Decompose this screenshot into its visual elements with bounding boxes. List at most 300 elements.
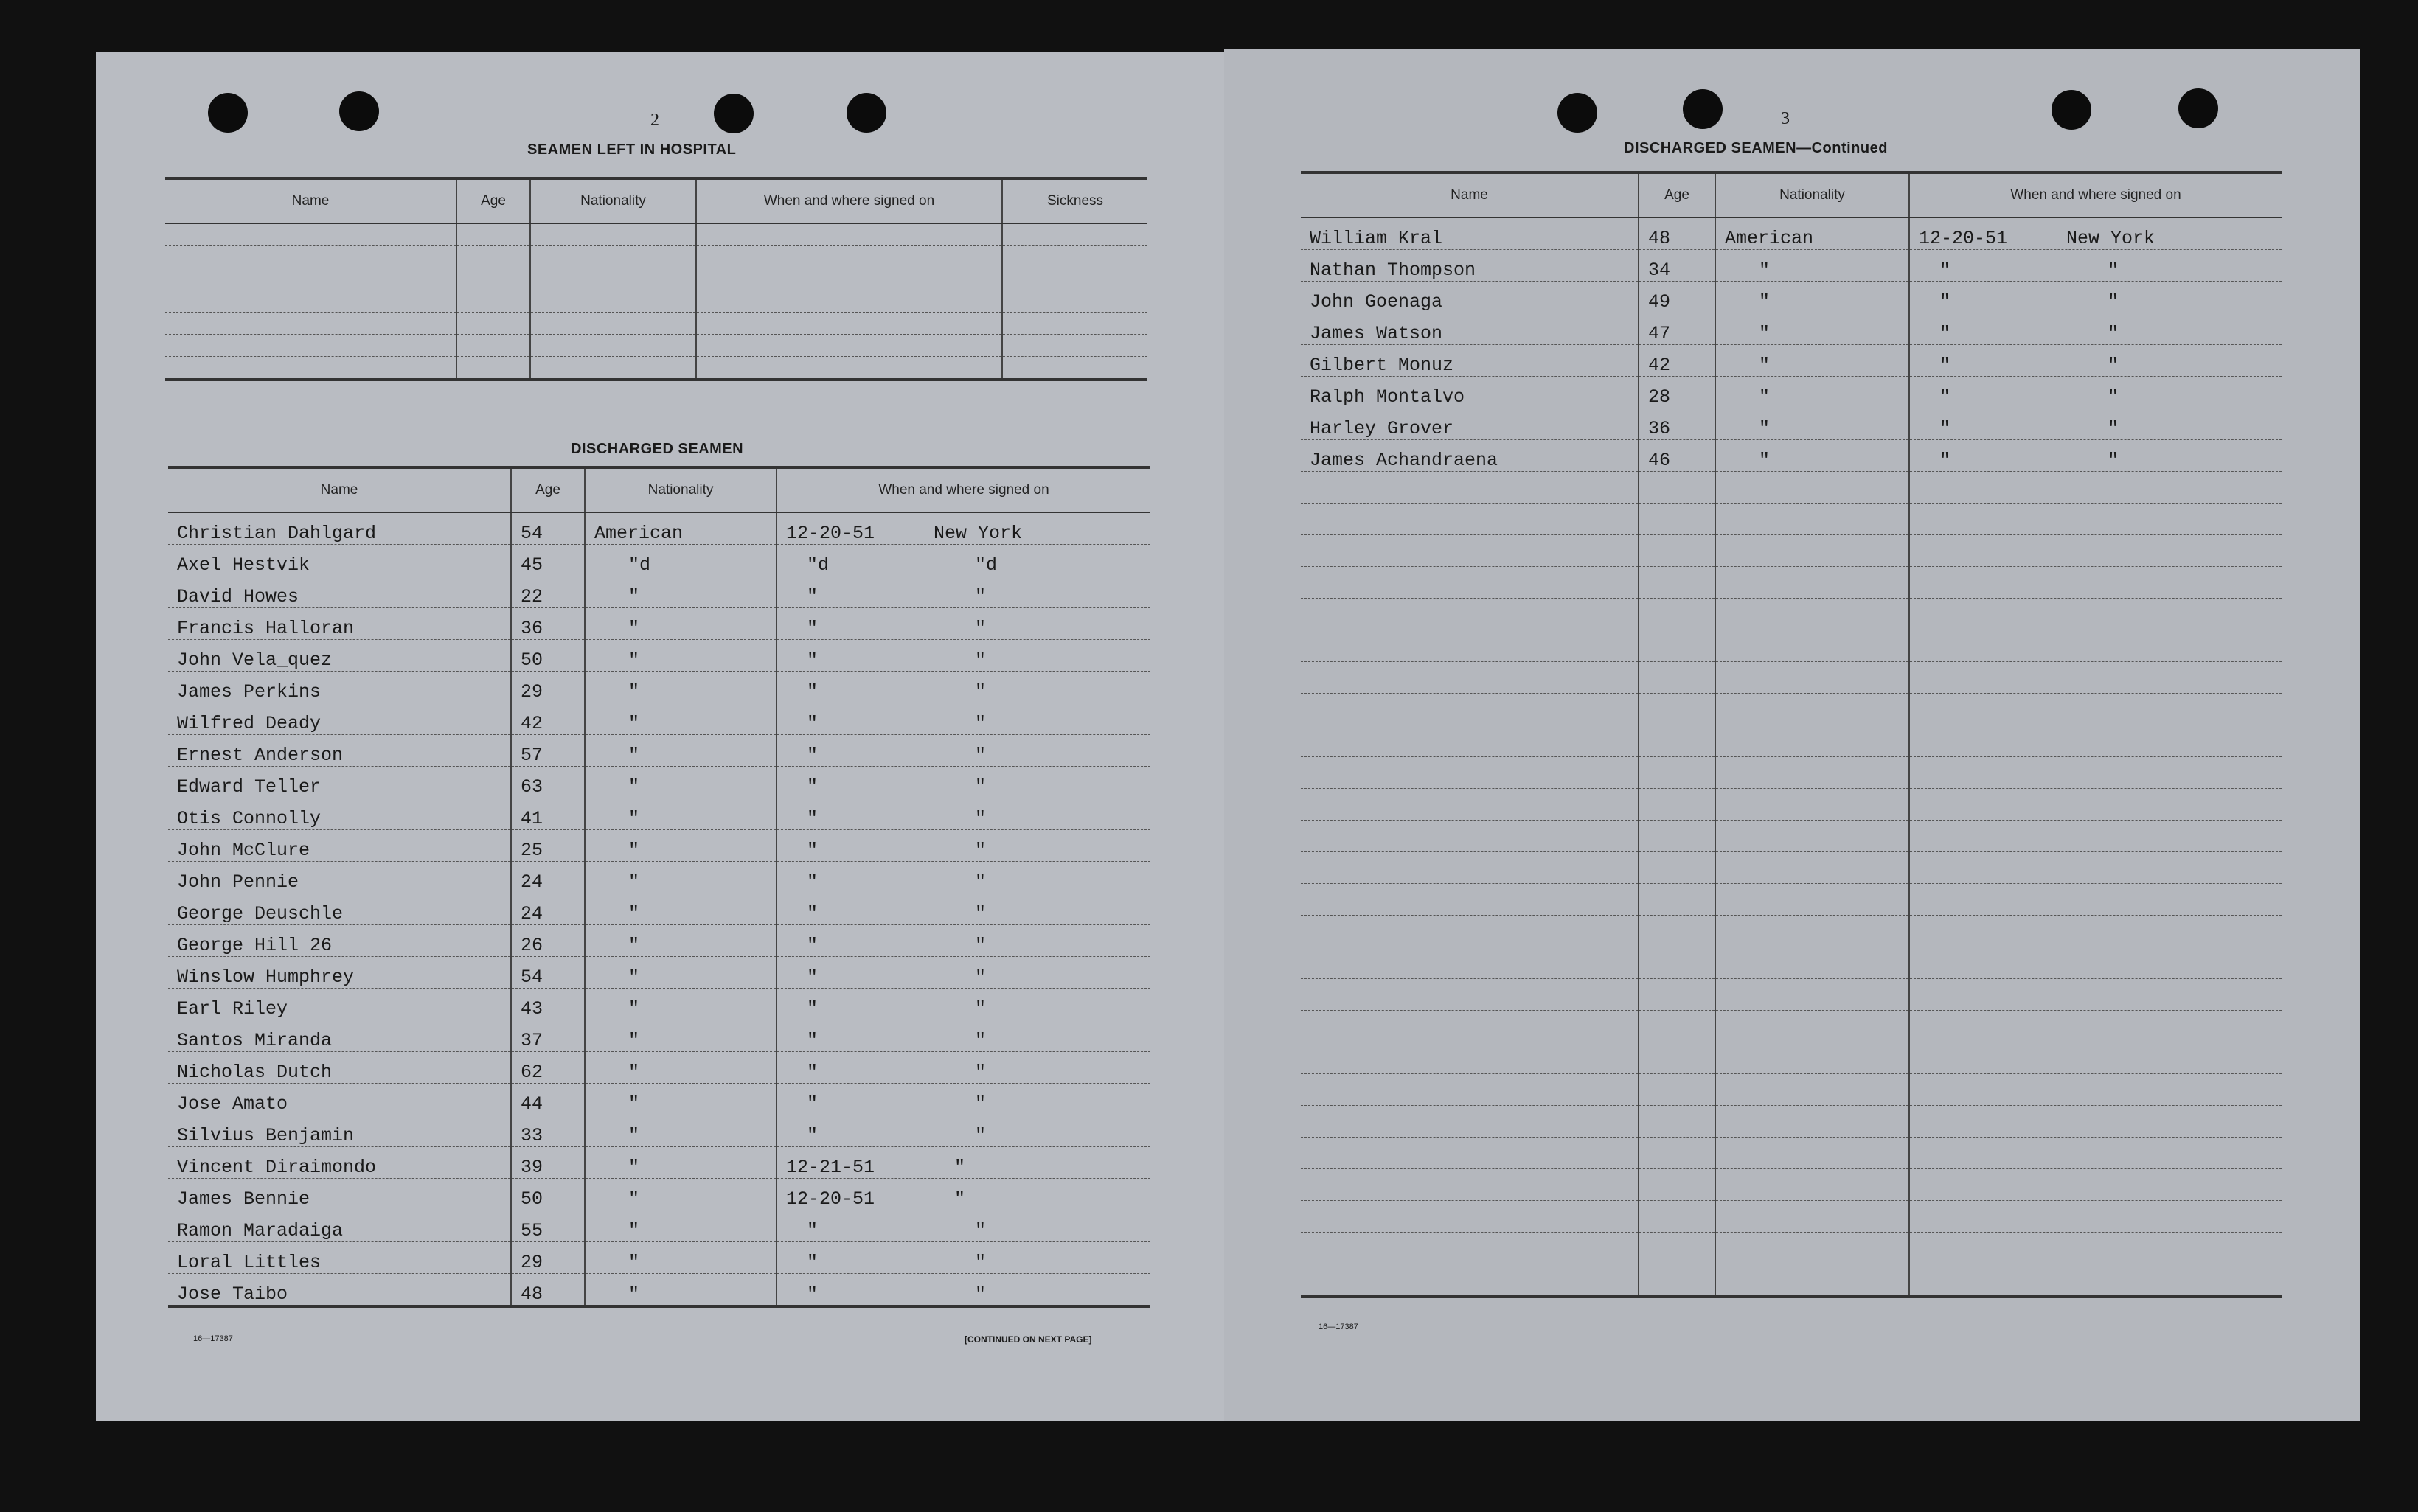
signed-on-place: "	[975, 586, 987, 607]
seaman-nationality: "	[585, 957, 777, 989]
seaman-nationality: "	[1715, 250, 1909, 282]
seaman-age: 36	[511, 608, 585, 640]
seaman-nationality: "	[585, 1084, 777, 1115]
seaman-age: 48	[1639, 217, 1715, 250]
seaman-name: Loral Littles	[168, 1242, 511, 1274]
blank-row	[1301, 1169, 2282, 1201]
blank-cell	[1715, 725, 1909, 757]
seaman-nationality: "	[585, 1274, 777, 1307]
continued-note: [CONTINUED ON NEXT PAGE]	[965, 1334, 1092, 1345]
seaman-nationality: American	[585, 512, 777, 545]
column-header-signed-on: When and where signed on	[1909, 173, 2282, 217]
blank-cell	[1715, 599, 1909, 630]
blank-cell	[1639, 979, 1715, 1011]
blank-row	[1301, 1264, 2282, 1297]
signed-on-date: "	[807, 840, 819, 861]
seaman-age: 50	[511, 640, 585, 672]
blank-row	[1301, 1233, 2282, 1264]
seaman-age: 48	[511, 1274, 585, 1307]
seaman-name: John McClure	[168, 830, 511, 862]
table-row	[1301, 408, 2282, 440]
signed-on-cell	[1909, 313, 2282, 345]
seaman-nationality: "d	[585, 545, 777, 576]
seaman-age: 34	[1639, 250, 1715, 282]
signed-on-place: "	[975, 1093, 987, 1115]
table-row	[168, 1052, 1150, 1084]
blank-cell	[1002, 246, 1147, 268]
seaman-age: 55	[511, 1210, 585, 1242]
blank-cell	[530, 357, 696, 380]
blank-row	[1301, 1042, 2282, 1074]
blank-cell	[1002, 290, 1147, 313]
column-header-nationality: Nationality	[585, 467, 777, 512]
blank-row	[1301, 789, 2282, 821]
column-header-name: Name	[1301, 173, 1639, 217]
signed-on-date: 12-20-51	[786, 523, 875, 544]
signed-on-date: "	[1939, 418, 1951, 439]
blank-cell	[1639, 789, 1715, 821]
punch-hole-icon	[208, 93, 248, 133]
seaman-name: John Pennie	[168, 862, 511, 893]
signed-on-date: "	[1939, 386, 1951, 408]
seaman-nationality: "	[585, 1115, 777, 1147]
blank-cell	[1909, 979, 2282, 1011]
signed-on-cell	[777, 1052, 1150, 1084]
blank-cell	[1909, 916, 2282, 947]
blank-cell	[1639, 504, 1715, 535]
signed-on-cell	[1909, 345, 2282, 377]
blank-cell	[1301, 1042, 1639, 1074]
signed-on-place: "	[954, 1188, 966, 1210]
signed-on-cell	[777, 862, 1150, 893]
seaman-nationality: "	[585, 672, 777, 703]
discharged-continued-heading: DISCHARGED SEAMEN—Continued	[1624, 140, 1888, 156]
seaman-name: David Howes	[168, 576, 511, 608]
blank-cell	[1301, 1106, 1639, 1138]
blank-cell	[530, 335, 696, 357]
seaman-name: Ramon Maradaiga	[168, 1210, 511, 1242]
blank-cell	[530, 246, 696, 268]
blank-cell	[1301, 1011, 1639, 1042]
blank-cell	[1639, 1264, 1715, 1297]
signed-on-date: "	[1939, 355, 1951, 376]
signed-on-place: New York	[934, 523, 1023, 544]
signed-on-place: "	[975, 840, 987, 861]
signed-on-place: "	[2108, 323, 2119, 344]
seaman-name: Nicholas Dutch	[168, 1052, 511, 1084]
table-row	[168, 1147, 1150, 1179]
blank-cell	[1639, 567, 1715, 599]
seaman-name: Ernest Anderson	[168, 735, 511, 767]
table-row	[1301, 250, 2282, 282]
signed-on-date: 12-21-51	[786, 1157, 875, 1178]
blank-cell	[1002, 313, 1147, 335]
punch-hole-icon	[2178, 88, 2218, 128]
blank-row	[165, 223, 1147, 246]
blank-cell	[1639, 757, 1715, 789]
seaman-nationality: "	[585, 862, 777, 893]
seaman-nationality: "	[1715, 440, 1909, 472]
signed-on-place: "	[2108, 291, 2119, 313]
seaman-age: 37	[511, 1020, 585, 1052]
blank-row	[165, 357, 1147, 380]
seaman-name: George Hill 26	[168, 925, 511, 957]
blank-cell	[1639, 1011, 1715, 1042]
seaman-name: John Vela_quez	[168, 640, 511, 672]
signed-on-date: "	[807, 1030, 819, 1051]
blank-cell	[165, 246, 456, 268]
punch-hole-icon	[1683, 89, 1723, 129]
blank-cell	[1909, 757, 2282, 789]
signed-on-place: "	[975, 649, 987, 671]
punch-hole-icon	[339, 91, 379, 131]
signed-on-date: "	[807, 1283, 819, 1305]
seaman-age: 29	[511, 1242, 585, 1274]
blank-cell	[165, 268, 456, 290]
blank-cell	[1909, 1074, 2282, 1106]
blank-row	[1301, 1011, 2282, 1042]
blank-row	[165, 246, 1147, 268]
blank-cell	[1301, 725, 1639, 757]
blank-cell	[1301, 821, 1639, 852]
discharged-heading: DISCHARGED SEAMEN	[571, 441, 744, 457]
seaman-nationality: "	[1715, 408, 1909, 440]
blank-cell	[1639, 1169, 1715, 1201]
blank-cell	[1909, 567, 2282, 599]
blank-cell	[1301, 504, 1639, 535]
table-row	[168, 989, 1150, 1020]
blank-cell	[1909, 1169, 2282, 1201]
form-number: 16—17387	[1319, 1323, 1358, 1331]
blank-cell	[1909, 694, 2282, 725]
table-row	[168, 735, 1150, 767]
signed-on-place: "	[975, 1252, 987, 1273]
table-row	[168, 830, 1150, 862]
blank-row	[1301, 504, 2282, 535]
signed-on-date: 12-20-51	[1919, 228, 2008, 249]
blank-cell	[1301, 852, 1639, 884]
signed-on-date: "d	[807, 554, 830, 576]
seaman-nationality: "	[1715, 345, 1909, 377]
blank-cell	[1301, 567, 1639, 599]
column-header-name: Name	[168, 467, 511, 512]
signed-on-cell	[777, 672, 1150, 703]
blank-cell	[1639, 662, 1715, 694]
blank-cell	[1909, 472, 2282, 504]
blank-cell	[1639, 852, 1715, 884]
blank-cell	[165, 313, 456, 335]
seaman-age: 29	[511, 672, 585, 703]
blank-cell	[696, 223, 1002, 246]
blank-cell	[1301, 535, 1639, 567]
blank-cell	[1301, 1201, 1639, 1233]
blank-cell	[1715, 694, 1909, 725]
seaman-age: 43	[511, 989, 585, 1020]
signed-on-cell	[1909, 377, 2282, 408]
blank-cell	[1909, 599, 2282, 630]
blank-cell	[696, 357, 1002, 380]
signed-on-date: "	[1939, 291, 1951, 313]
signed-on-place: "	[975, 966, 987, 988]
signed-on-cell	[777, 925, 1150, 957]
seaman-age: 44	[511, 1084, 585, 1115]
blank-cell	[456, 268, 530, 290]
blank-cell	[1301, 884, 1639, 916]
table-row	[1301, 377, 2282, 408]
seaman-name: Silvius Benjamin	[168, 1115, 511, 1147]
table-row	[168, 925, 1150, 957]
signed-on-cell	[777, 1274, 1150, 1307]
signed-on-date: "	[807, 1252, 819, 1273]
left-page	[96, 52, 1224, 1421]
blank-cell	[530, 290, 696, 313]
blank-cell	[1301, 947, 1639, 979]
blank-cell	[530, 223, 696, 246]
seaman-nationality: "	[585, 893, 777, 925]
seaman-nationality: "	[585, 608, 777, 640]
signed-on-date: "	[807, 713, 819, 734]
blank-cell	[696, 268, 1002, 290]
signed-on-date: "	[807, 649, 819, 671]
seaman-name: Jose Taibo	[168, 1274, 511, 1307]
seaman-age: 24	[511, 893, 585, 925]
column-header-nationality: Nationality	[1715, 173, 1909, 217]
signed-on-cell	[1909, 282, 2282, 313]
signed-on-cell	[777, 735, 1150, 767]
signed-on-place: "	[975, 713, 987, 734]
blank-cell	[1301, 1264, 1639, 1297]
table-row	[168, 1115, 1150, 1147]
table-row	[168, 862, 1150, 893]
blank-cell	[1909, 1106, 2282, 1138]
seaman-age: 57	[511, 735, 585, 767]
blank-cell	[1639, 884, 1715, 916]
column-header-signed-on: When and where signed on	[777, 467, 1150, 512]
signed-on-date: "	[807, 808, 819, 829]
table-row	[1301, 313, 2282, 345]
signed-on-place: "	[2108, 386, 2119, 408]
seaman-age: 25	[511, 830, 585, 862]
blank-cell	[1909, 821, 2282, 852]
seaman-name: James Bennie	[168, 1179, 511, 1210]
signed-on-place: "	[2108, 355, 2119, 376]
blank-cell	[1639, 1138, 1715, 1169]
table-row	[168, 1274, 1150, 1307]
blank-cell	[1639, 472, 1715, 504]
blank-cell	[1639, 1106, 1715, 1138]
blank-cell	[1909, 884, 2282, 916]
signed-on-cell	[777, 893, 1150, 925]
signed-on-date: "	[1939, 323, 1951, 344]
seaman-age: 54	[511, 957, 585, 989]
blank-cell	[1715, 1169, 1909, 1201]
table-row	[168, 767, 1150, 798]
seaman-nationality: "	[585, 1147, 777, 1179]
seaman-name: Otis Connolly	[168, 798, 511, 830]
seaman-age: 62	[511, 1052, 585, 1084]
blank-cell	[1909, 662, 2282, 694]
seaman-age: 39	[511, 1147, 585, 1179]
column-header-age: Age	[456, 178, 530, 223]
signed-on-date: "	[807, 966, 819, 988]
blank-cell	[1715, 789, 1909, 821]
seaman-age: 54	[511, 512, 585, 545]
signed-on-date: "	[807, 935, 819, 956]
signed-on-place: "d	[975, 554, 998, 576]
blank-cell	[165, 290, 456, 313]
signed-on-cell	[777, 1242, 1150, 1274]
blank-cell	[456, 290, 530, 313]
signed-on-cell	[777, 703, 1150, 735]
seaman-name: John Goenaga	[1301, 282, 1639, 313]
signed-on-place: "	[954, 1157, 966, 1178]
table-row	[168, 1020, 1150, 1052]
blank-cell	[696, 290, 1002, 313]
signed-on-cell	[777, 1084, 1150, 1115]
blank-cell	[1002, 223, 1147, 246]
signed-on-cell	[777, 1115, 1150, 1147]
seaman-nationality: "	[585, 1210, 777, 1242]
table-row	[168, 545, 1150, 576]
seaman-nationality: "	[585, 767, 777, 798]
signed-on-place: "	[975, 1125, 987, 1146]
signed-on-date: "	[1939, 259, 1951, 281]
blank-cell	[165, 357, 456, 380]
seaman-age: 63	[511, 767, 585, 798]
blank-cell	[1715, 1042, 1909, 1074]
seaman-nationality: "	[585, 925, 777, 957]
blank-row	[1301, 472, 2282, 504]
seaman-age: 46	[1639, 440, 1715, 472]
seaman-nationality: American	[1715, 217, 1909, 250]
blank-cell	[1639, 630, 1715, 662]
form-number: 16—17387	[193, 1334, 233, 1343]
seaman-age: 26	[511, 925, 585, 957]
signed-on-place: "	[975, 1062, 987, 1083]
blank-cell	[1002, 357, 1147, 380]
blank-row	[1301, 757, 2282, 789]
seaman-age: 49	[1639, 282, 1715, 313]
blank-cell	[1639, 916, 1715, 947]
blank-cell	[1639, 821, 1715, 852]
seaman-name: Nathan Thompson	[1301, 250, 1639, 282]
table-row	[168, 957, 1150, 989]
blank-cell	[1639, 599, 1715, 630]
blank-cell	[1715, 1106, 1909, 1138]
signed-on-cell	[777, 957, 1150, 989]
signed-on-place: "	[975, 1283, 987, 1305]
signed-on-cell	[777, 1210, 1150, 1242]
signed-on-date: "	[807, 586, 819, 607]
signed-on-date: "	[807, 618, 819, 639]
blank-cell	[1715, 1138, 1909, 1169]
seaman-age: 33	[511, 1115, 585, 1147]
seaman-age: 28	[1639, 377, 1715, 408]
seaman-name: Jose Amato	[168, 1084, 511, 1115]
blank-row	[165, 268, 1147, 290]
seaman-name: James Achandraena	[1301, 440, 1639, 472]
seaman-name: Edward Teller	[168, 767, 511, 798]
signed-on-cell	[1909, 250, 2282, 282]
blank-cell	[1715, 821, 1909, 852]
table-row	[168, 608, 1150, 640]
blank-row	[1301, 884, 2282, 916]
blank-cell	[1301, 599, 1639, 630]
blank-cell	[1909, 504, 2282, 535]
blank-row	[1301, 535, 2282, 567]
punch-hole-icon	[714, 94, 754, 133]
signed-on-cell	[777, 830, 1150, 862]
blank-cell	[1715, 1201, 1909, 1233]
blank-cell	[1715, 1264, 1909, 1297]
seaman-age: 41	[511, 798, 585, 830]
signed-on-place: "	[975, 903, 987, 924]
signed-on-date: "	[807, 1093, 819, 1115]
seaman-name: Axel Hestvik	[168, 545, 511, 576]
blank-cell	[1909, 1201, 2282, 1233]
seaman-age: 45	[511, 545, 585, 576]
blank-cell	[1301, 694, 1639, 725]
column-header-nationality: Nationality	[530, 178, 696, 223]
blank-row	[1301, 947, 2282, 979]
blank-cell	[1715, 1074, 1909, 1106]
blank-cell	[1715, 472, 1909, 504]
seaman-nationality: "	[1715, 282, 1909, 313]
seaman-nationality: "	[585, 1242, 777, 1274]
blank-cell	[1301, 1233, 1639, 1264]
blank-cell	[1909, 1264, 2282, 1297]
blank-row	[1301, 1138, 2282, 1169]
seaman-name: William Kral	[1301, 217, 1639, 250]
blank-row	[1301, 662, 2282, 694]
signed-on-cell	[777, 512, 1150, 545]
signed-on-date: "	[807, 903, 819, 924]
signed-on-place: "	[2108, 418, 2119, 439]
column-header-sickness: Sickness	[1002, 178, 1147, 223]
table-row	[168, 1242, 1150, 1274]
blank-cell	[1301, 757, 1639, 789]
signed-on-cell	[777, 989, 1150, 1020]
table-row	[168, 703, 1150, 735]
seaman-name: Christian Dahlgard	[168, 512, 511, 545]
signed-on-place: "	[975, 618, 987, 639]
seaman-nationality: "	[1715, 313, 1909, 345]
signed-on-cell	[777, 798, 1150, 830]
blank-row	[1301, 567, 2282, 599]
signed-on-place: "	[975, 1220, 987, 1241]
seaman-name: James Watson	[1301, 313, 1639, 345]
seaman-nationality: "	[585, 798, 777, 830]
seaman-age: 36	[1639, 408, 1715, 440]
blank-cell	[1715, 535, 1909, 567]
seaman-nationality: "	[585, 735, 777, 767]
table-row	[1301, 282, 2282, 313]
blank-cell	[1639, 725, 1715, 757]
signed-on-cell	[1909, 408, 2282, 440]
seaman-nationality: "	[585, 576, 777, 608]
blank-cell	[1301, 662, 1639, 694]
blank-cell	[1002, 268, 1147, 290]
seaman-nationality: "	[1715, 377, 1909, 408]
blank-row	[1301, 1201, 2282, 1233]
signed-on-cell	[777, 1147, 1150, 1179]
blank-cell	[1909, 630, 2282, 662]
column-header-name: Name	[165, 178, 456, 223]
signed-on-date: "	[807, 998, 819, 1020]
blank-cell	[456, 223, 530, 246]
blank-row	[1301, 694, 2282, 725]
discharged-table	[168, 466, 1150, 1308]
